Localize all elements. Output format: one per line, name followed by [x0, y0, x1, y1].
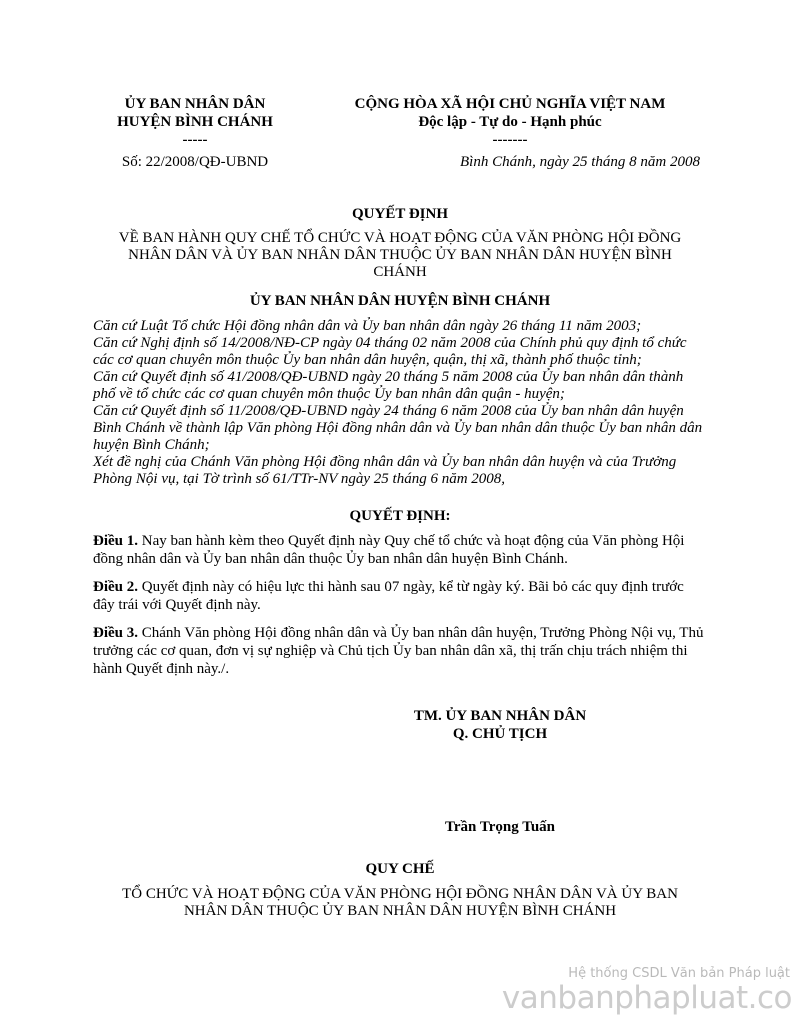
legal-basis: Căn cứ Quyết định số 11/2008/QĐ-UBND ngày 24 tháng 6 năm 2008 của Ủy ban nhân dân huyện Bình Chánh về thành lập Văn phòng Hội đồng nhân dân và Ủy ban nhân dân thuộc Ủy ban nhân dân huyện Bình Chánh; [93, 403, 703, 453]
motto-separator: ------- [492, 132, 528, 148]
article-1 [93, 532, 705, 568]
legal-basis: Căn cứ Luật Tổ chức Hội đồng nhân dân và Ủy ban nhân dân ngày 26 tháng 11 năm 2003; [93, 318, 642, 334]
signature-position: Q. CHỦ TỊCH [452, 726, 548, 742]
articles [93, 532, 705, 688]
document-number: Số: 22/2008/QĐ-UBND [121, 154, 269, 170]
article-text: Quyết định này có hiệu lực thi hành sau 07 ngày, kể từ ngày ký. Bãi bỏ các quy định trước đây trái với Quyết định này. [93, 579, 684, 613]
signature-on-behalf: TM. ỦY BAN NHÂN DÂN [413, 708, 587, 724]
document-title: QUYẾT ĐỊNH [352, 206, 448, 222]
national-name: CỘNG HÒA XÃ HỘI CHỦ NGHĨA VIỆT NAM [354, 96, 666, 112]
issuer-block [100, 95, 290, 149]
article-label: Điều 1. [93, 533, 138, 549]
article-text: Nay ban hành kèm theo Quyết định này Quy chế tổ chức và hoạt động của Văn phòng Hội đồng nhân dân và Ủy ban nhân dân thuộc Ủy ban nhân dân huyện Bình Chánh. [93, 533, 685, 567]
national-motto-block [320, 95, 700, 149]
decide-heading: QUYẾT ĐỊNH: [349, 508, 451, 524]
issuing-authority: ỦY BAN NHÂN DÂN HUYỆN BÌNH CHÁNH [249, 293, 551, 309]
watermark-caption: Hệ thống CSDL Văn bản Pháp luật [568, 966, 790, 981]
article-text: Chánh Văn phòng Hội đồng nhân dân và Ủy ban nhân dân huyện, Trưởng Phòng Nội vụ, Thủ trưởng các cơ quan, đơn vị sự nghiệp và Chủ tịch Ủy ban nhân dân xã, thị trấn chịu trách nhiệm thi hành Quyết định này./. [93, 625, 704, 677]
regulation-subtitle [100, 886, 700, 920]
article-label: Điều 3. [93, 625, 138, 641]
subtitle-line2: NHÂN DÂN VÀ ỦY BAN NHÂN DÂN THUỘC ỦY BAN NHÂN DÂN HUYỆN BÌNH [128, 247, 672, 263]
regulation-line1: TỔ CHỨC VÀ HOẠT ĐỘNG CỦA VĂN PHÒNG HỘI ĐỒNG NHÂN DÂN VÀ ỦY BAN [122, 886, 678, 902]
signer-name: Trần Trọng Tuấn [444, 819, 556, 835]
issuer-separator: ----- [182, 132, 208, 148]
signature-block [395, 707, 605, 743]
document-subtitle [100, 230, 700, 281]
legal-basis: Xét đề nghị của Chánh Văn phòng Hội đồng nhân dân và Ủy ban nhân dân huyện và của Trưởng Phòng Nội vụ, tại Tờ trình số 61/TTr-NV ngày 25 tháng 6 năm 2008, [93, 454, 677, 487]
subtitle-line3: CHÁNH [373, 264, 427, 280]
issuer-line1: ỦY BAN NHÂN DÂN [124, 96, 266, 112]
subtitle-line1: VỀ BAN HÀNH QUY CHẾ TỔ CHỨC VÀ HOẠT ĐỘNG CỦA VĂN PHÒNG HỘI ĐỒNG [118, 230, 682, 246]
legal-bases [93, 318, 705, 488]
article-2 [93, 578, 705, 614]
watermark-site: vanbanphapluat.co [501, 980, 792, 1016]
regulation-line2: NHÂN DÂN THUỘC ỦY BAN NHÂN DÂN HUYỆN BÌNH CHÁNH [183, 903, 617, 919]
legal-basis: Căn cứ Quyết định số 41/2008/QĐ-UBND ngày 20 tháng 5 năm 2008 của Ủy ban nhân dân thành phố về tổ chức các cơ quan chuyên môn thuộc Ủy ban nhân dân quận - huyện; [93, 369, 684, 402]
place-date: Bình Chánh, ngày 25 tháng 8 năm 2008 [460, 154, 700, 170]
issuer-line2: HUYỆN BÌNH CHÁNH [117, 114, 273, 130]
regulation-title: QUY CHẾ [365, 861, 435, 877]
article-3 [93, 624, 705, 678]
national-motto: Độc lập - Tự do - Hạnh phúc [418, 114, 602, 130]
article-label: Điều 2. [93, 579, 138, 595]
legal-basis: Căn cứ Nghị định số 14/2008/NĐ-CP ngày 04 tháng 02 năm 2008 của Chính phủ quy định tổ chức các cơ quan chuyên môn thuộc Ủy ban nhân dân huyện, quận, thị xã, thành phố thuộc tỉnh; [93, 335, 687, 368]
